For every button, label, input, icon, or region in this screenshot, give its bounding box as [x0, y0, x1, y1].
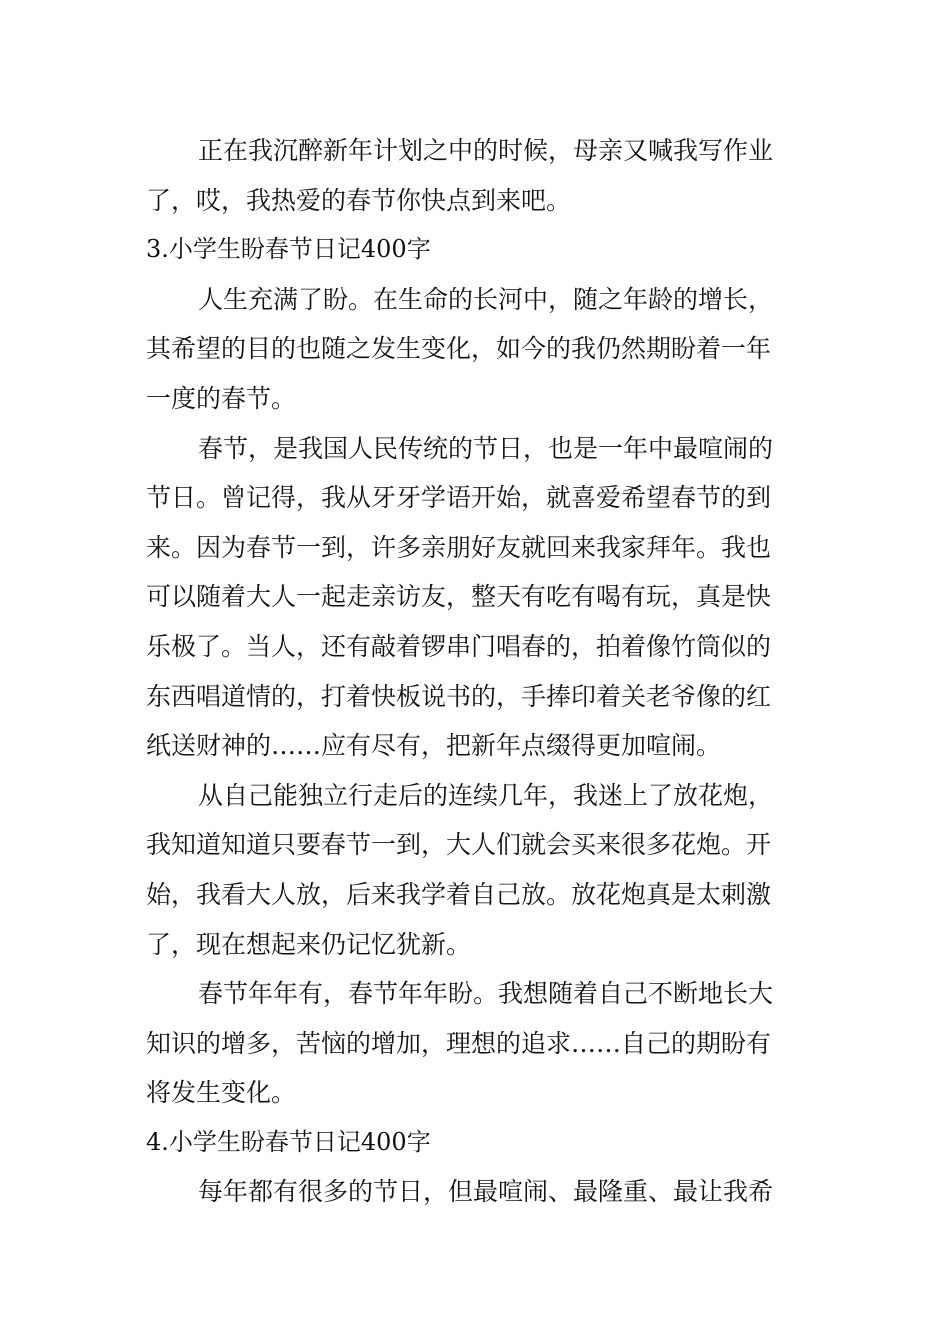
- section-heading: 3.小学生盼春节日记400字: [146, 235, 431, 264]
- paragraph-line: 节日。曾记得，我从牙牙学语开始，就喜爱希望春节的到: [146, 483, 772, 513]
- paragraph-line: 每年都有很多的节日，但最喧闹、最隆重、最让我希: [198, 1177, 774, 1207]
- paragraph-line: 乐极了。当人，还有敲着锣串门唱春的，拍着像竹筒似的: [146, 631, 772, 661]
- paragraph-line: 了，现在想起来仍记忆犹新。: [146, 929, 472, 959]
- section-heading: 4.小学生盼春节日记400字: [146, 1127, 431, 1156]
- paragraph-line: 知识的增多，苦恼的增加，理想的追求……自己的期盼有: [146, 1028, 772, 1058]
- paragraph-line: 人生充满了盼。在生命的长河中，随之年龄的增长，: [198, 284, 774, 314]
- paragraph-line: 一度的春节。: [146, 383, 297, 413]
- paragraph-line: 春节，是我国人民传统的节日，也是一年中最喧闹的: [198, 433, 774, 463]
- paragraph-line: 了，哎，我热爱的春节你快点到来吧。: [146, 185, 572, 215]
- paragraph-line: 将发生变化。: [146, 1078, 297, 1108]
- paragraph-line: 来。因为春节一到，许多亲朋好友就回来我家拜年。我也: [146, 532, 772, 562]
- paragraph-line: 春节年年有，春节年年盼。我想随着自己不断地长大: [198, 979, 774, 1009]
- paragraph-line: 始，我看大人放，后来我学着自己放。放花炮真是太刺激: [146, 879, 772, 909]
- paragraph-line: 我知道知道只要春节一到，大人们就会买来很多花炮。开: [146, 830, 772, 860]
- document-body: [146, 126, 810, 1217]
- paragraph-line: 其希望的目的也随之发生变化，如今的我仍然期盼着一年: [146, 334, 772, 364]
- paragraph-line: 东西唱道情的，打着快板说书的，手捧印着关老爷像的红: [146, 681, 772, 711]
- paragraph-line: 正在我沉醉新年计划之中的时候，母亲又喊我写作业: [198, 136, 774, 165]
- paragraph-line: 从自己能独立行走后的连续几年，我迷上了放花炮，: [198, 780, 774, 810]
- paragraph-line: 纸送财神的……应有尽有，把新年点缀得更加喧闹。: [146, 731, 722, 761]
- paragraph-line: 可以随着大人一起走亲访友，整天有吃有喝有玩，真是快: [146, 582, 772, 612]
